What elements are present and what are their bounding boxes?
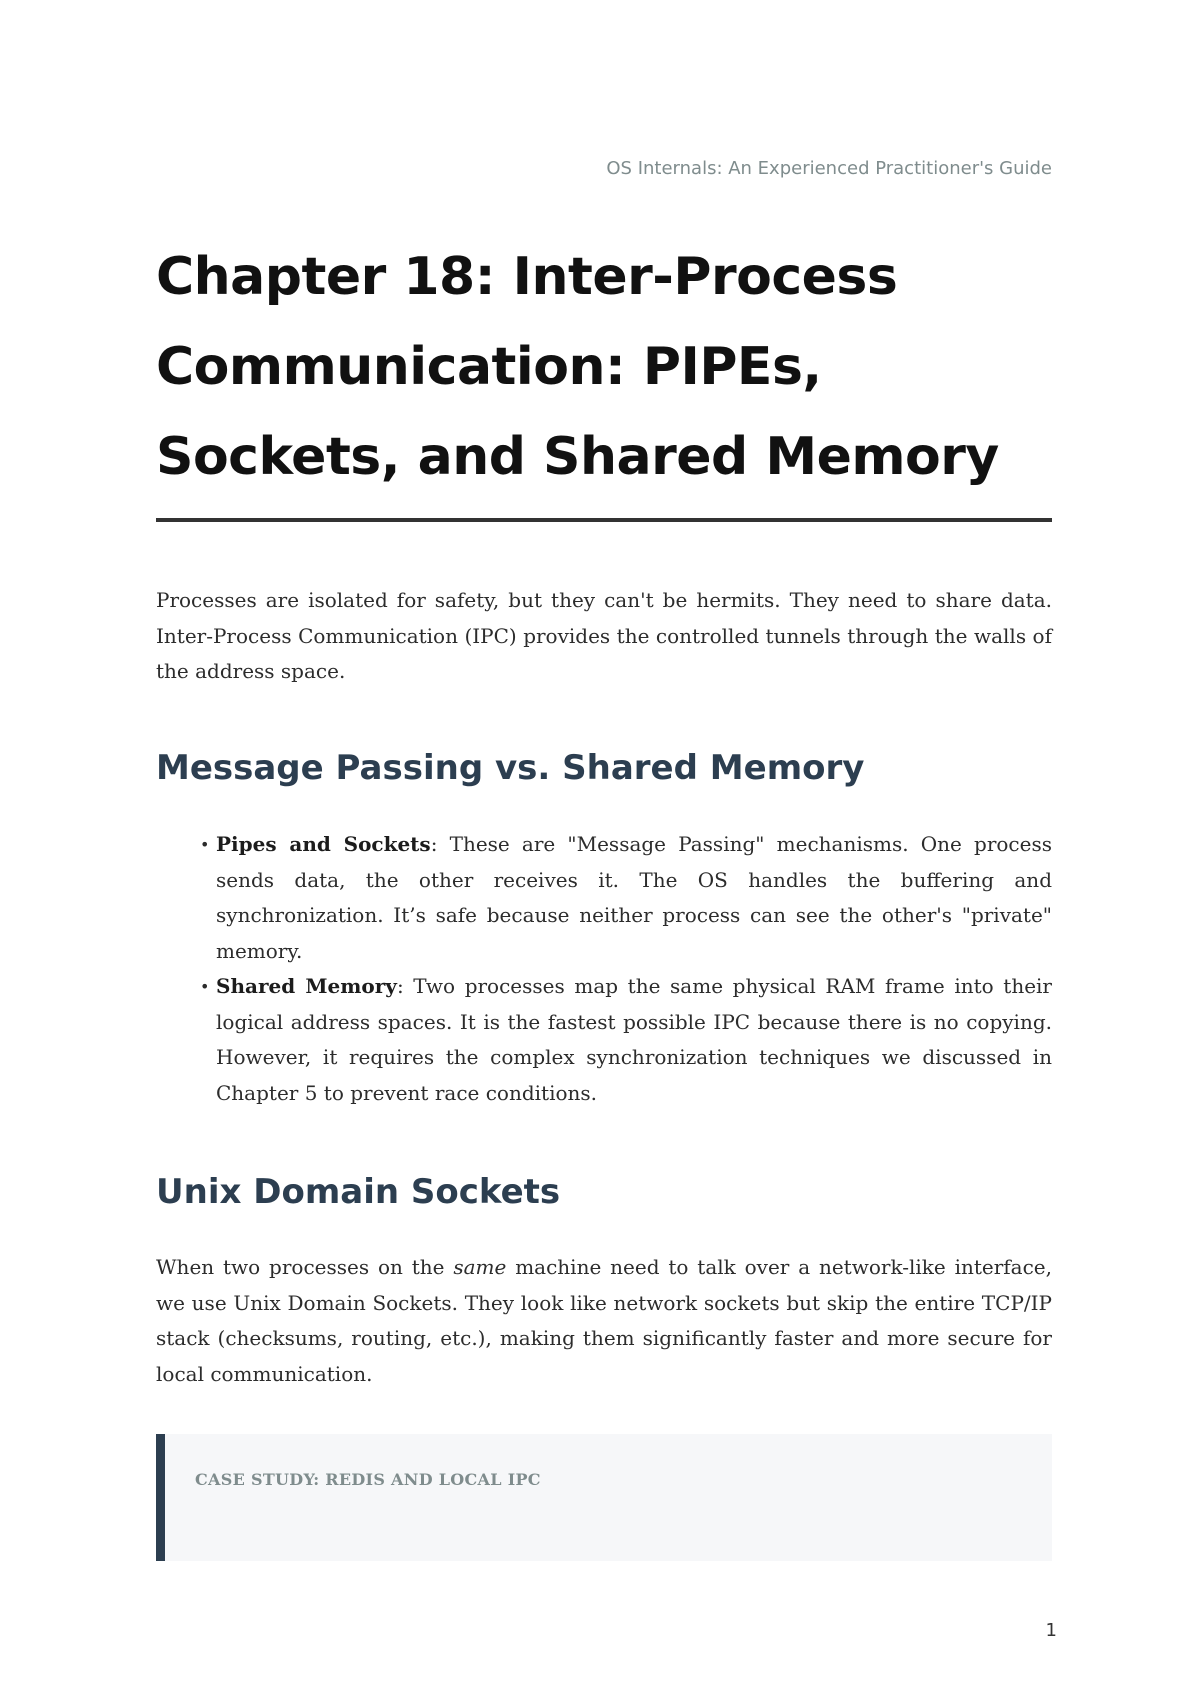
section-heading-unix-sockets: Unix Domain Sockets [156, 1172, 561, 1212]
bullet-term: Shared Memory [216, 974, 397, 998]
bullet-list [156, 827, 1052, 1111]
bullet-icon: • [200, 835, 210, 854]
bullet-text: Two processes map the same physical RAM frame into their logical address spaces. It is the fastest possible IPC because there is no copying. However, it requires the complex synchronization techniques we discussed in Chapter 5 to prevent race conditions. [216, 974, 1052, 1105]
bullet-term: Pipes and Sockets [216, 832, 431, 856]
callout-label: CASE STUDY: REDIS AND LOCAL IPC [195, 1470, 541, 1489]
page-number: 1 [1045, 1620, 1057, 1641]
list-item [156, 827, 1052, 969]
chapter-title: Chapter 18: Inter-Process Communication: PIPEs, Sockets, and Shared Memory [156, 247, 999, 487]
bullet-separator: : [396, 974, 404, 998]
paragraph-text-start: When two processes on the [156, 1255, 454, 1279]
case-study-callout [156, 1434, 1052, 1561]
title-divider [156, 518, 1052, 522]
paragraph-text-end: machine need to talk over a network-like interface, we use Unix Domain Sockets. They look like network sockets but skip the entire TCP/IP stack (checksums, routing, etc.), making them significantly faster and more secure for local communication. [156, 1255, 1052, 1386]
bullet-icon: • [200, 977, 210, 996]
bullet-text: These are "Message Passing" mechanisms. One process sends data, the other receives it. The OS handles the buffering and synchronization. It’s safe because neither process can see the other's "private" memory. [216, 832, 1052, 963]
emphasis-text: same [453, 1255, 507, 1279]
section-heading-message-passing: Message Passing vs. Shared Memory [156, 748, 865, 788]
bullet-separator: : [430, 832, 438, 856]
intro-paragraph: Processes are isolated for safety, but they can't be hermits. They need to share data. Inter-Process Communication (IPC) provides the controlled tunnels through the walls of the address space. [156, 588, 1052, 683]
list-item [156, 969, 1052, 1111]
unix-sockets-paragraph [156, 1250, 1052, 1392]
running-header: OS Internals: An Experienced Practitioner's Guide [606, 158, 1052, 179]
